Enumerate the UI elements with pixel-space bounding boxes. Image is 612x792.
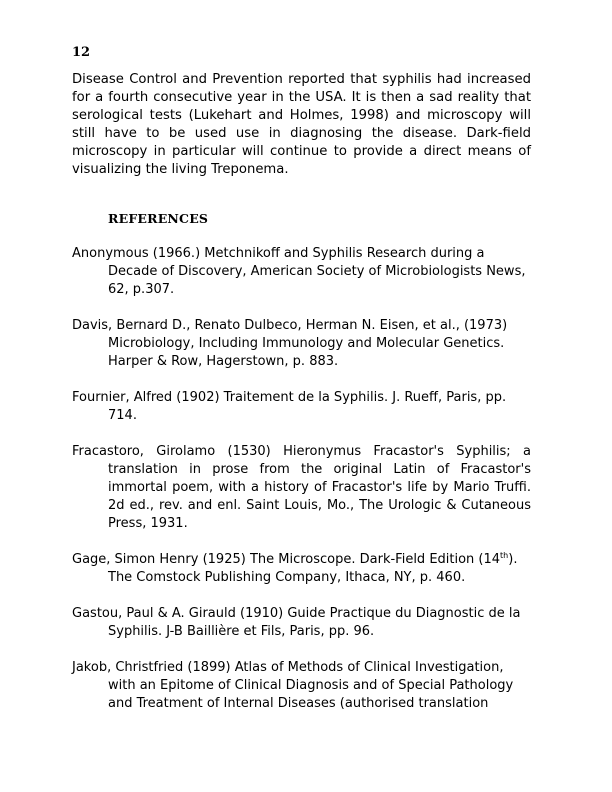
reference-entry: Anonymous (1966.) Metchnikoff and Syphilis Research during a Decade of Discovery, American Society of Microbiologists News, 62, p.307. [72,246,526,297]
reference-entry: Davis, Bernard D., Renato Dulbeco, Herman N. Eisen, et al., (1973) Microbiology, Including Immunology and Molecular Genetics. Harper & Row, Hagerstown, p. 883. [72,318,508,369]
reference-text: ). The Comstock Publishing Company, Ithaca, NY, p. 460. [108,552,518,585]
body-paragraph: Disease Control and Prevention reported that syphilis had increased for a fourth consecutive year in the USA. It is then a sad reality that serological tests (Lukehart and Holmes, 1998) and microscopy will still have to be used use in diagnosing the disease. Dark-field microscopy in particular will continue to provide a direct means of visualizing the living Treponema. [72,72,531,177]
superscript: th [500,551,509,560]
page-number: 12 [72,45,91,60]
reference-entry: Jakob, Christfried (1899) Atlas of Methods of Clinical Investigation, with an Epitome of Clinical Diagnosis and of Special Pathology and Treatment of Internal Diseases (authorised translation [72,660,514,711]
reference-list [72,245,531,731]
reference-text: Gage, Simon Henry (1925) The Microscope. Dark-Field Edition (14 [72,552,501,567]
reference-entry: Fournier, Alfred (1902) Traitement de la Syphilis. J. Rueff, Paris, pp. 714. [72,390,507,423]
references-heading: REFERENCES [108,211,209,226]
reference-entry: Fracastoro, Girolamo (1530) Hieronymus Fracastor's Syphilis; a translation in prose from the original Latin of Fracastor's immortal poem, with a history of Fracastor's life by Mario Truffi. 2d ed., rev. and enl. Saint Louis, Mo., The Urologic & Cutaneous Press, 1931. [72,444,531,531]
reference-entry: Gastou, Paul & A. Girauld (1910) Guide Practique du Diagnostic de la Syphilis. J-B Baillière et Fils, Paris, pp. 96. [72,606,521,639]
reference-entry [72,551,531,587]
